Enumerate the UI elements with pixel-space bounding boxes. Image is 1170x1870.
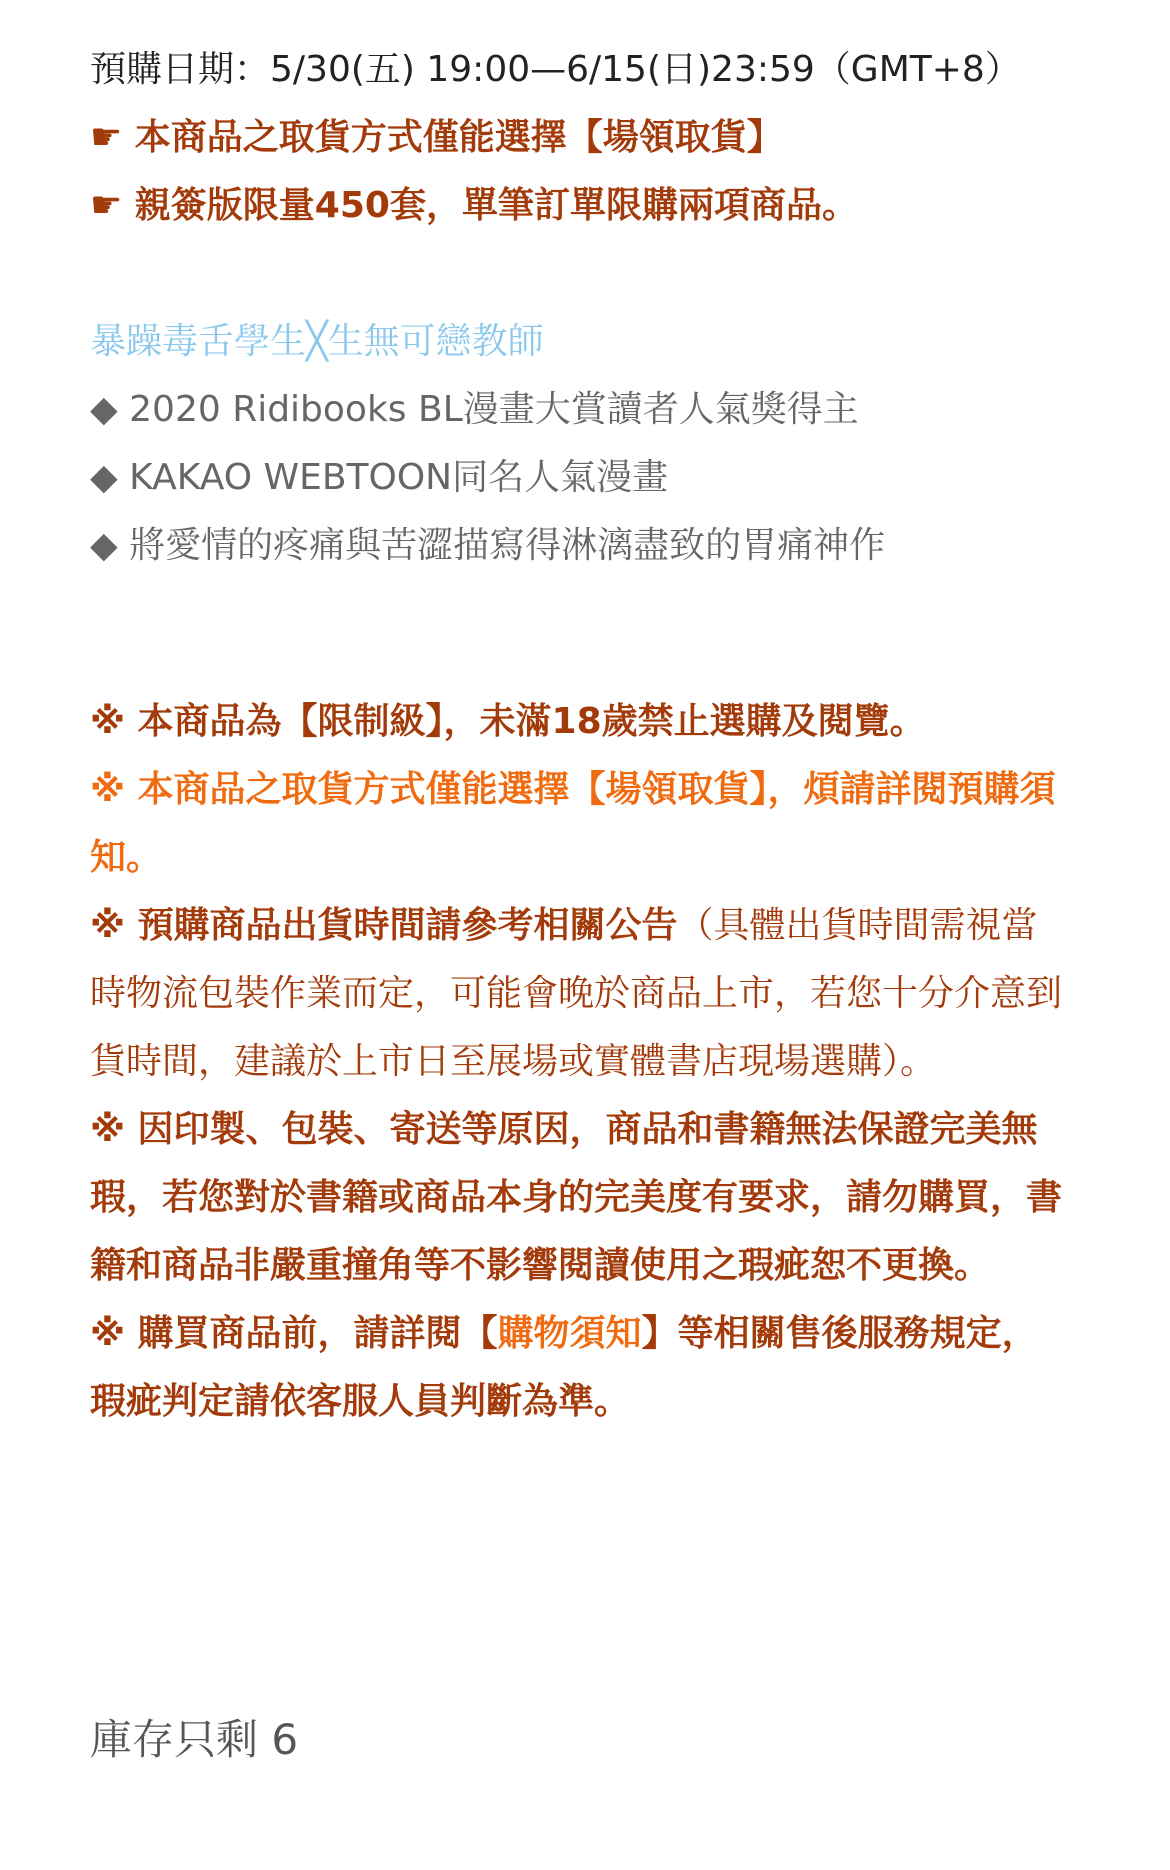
shopping-notice bbox=[90, 1300, 1070, 1436]
purchase-limit-notice: ☛ 親簽版限量450套，單筆訂單限購兩項商品。 bbox=[90, 185, 858, 226]
defect-notice: ※ 因印製、包裝、寄送等原因，商品和書籍無法保證完美無瑕，若您對於書籍或商品本身的完美度有要求，請勿購買，書籍和商品非嚴重撞角等不影響閱讀使用之瑕疵恕不更換。 bbox=[90, 1109, 1063, 1286]
feature-item: ◆ KAKAO WEBTOON同名人氣漫畫 bbox=[90, 457, 669, 498]
notes-section bbox=[90, 688, 1080, 1436]
pickup-method-notice: ☛ 本商品之取貨方式僅能選擇【場領取貨】 bbox=[90, 117, 783, 158]
shopping-guide-link[interactable]: 購物須知 bbox=[497, 1313, 642, 1354]
shipping-notice-bold: ※ 預購商品出貨時間請參考相關公告 bbox=[90, 905, 678, 946]
shopping-notice-suffix: 】等相關售後服務規定，瑕疵判定請依客服人員判斷為準。 bbox=[90, 1313, 1038, 1422]
stock-remaining: 庫存只剩 6 bbox=[90, 1715, 299, 1764]
preorder-date: 預購日期：5/30(五) 19:00—6/15(日)23:59（GMT+8） bbox=[90, 49, 1021, 90]
feature-item: ◆ 2020 Ridibooks BL漫畫大賞讀者人氣獎得主 bbox=[90, 389, 859, 430]
product-description bbox=[90, 36, 1080, 1436]
tagline: 暴躁毒舌學生╳生無可戀教師 bbox=[90, 321, 544, 362]
pickup-notice: ※ 本商品之取貨方式僅能選擇【場領取貨】，煩請詳閱預購須知。 bbox=[90, 769, 1056, 878]
shopping-notice-prefix: ※ 購買商品前，請詳閱【 bbox=[90, 1313, 498, 1354]
shipping-notice-detail: （具體出貨時間需視當時物流包裝作業而定，可能會晚於商品上市，若您十分介意到貨時間，建議於上市日至展場或實體書店現場選購）。 bbox=[90, 905, 1063, 1082]
shipping-notice bbox=[90, 892, 1070, 1096]
restricted-notice: ※ 本商品為【限制級】，未滿18歲禁止選購及閱覽。 bbox=[90, 701, 926, 742]
spacer bbox=[90, 240, 1080, 308]
feature-item: ◆ 將愛情的疼痛與苦澀描寫得淋漓盡致的胃痛神作 bbox=[90, 525, 886, 566]
